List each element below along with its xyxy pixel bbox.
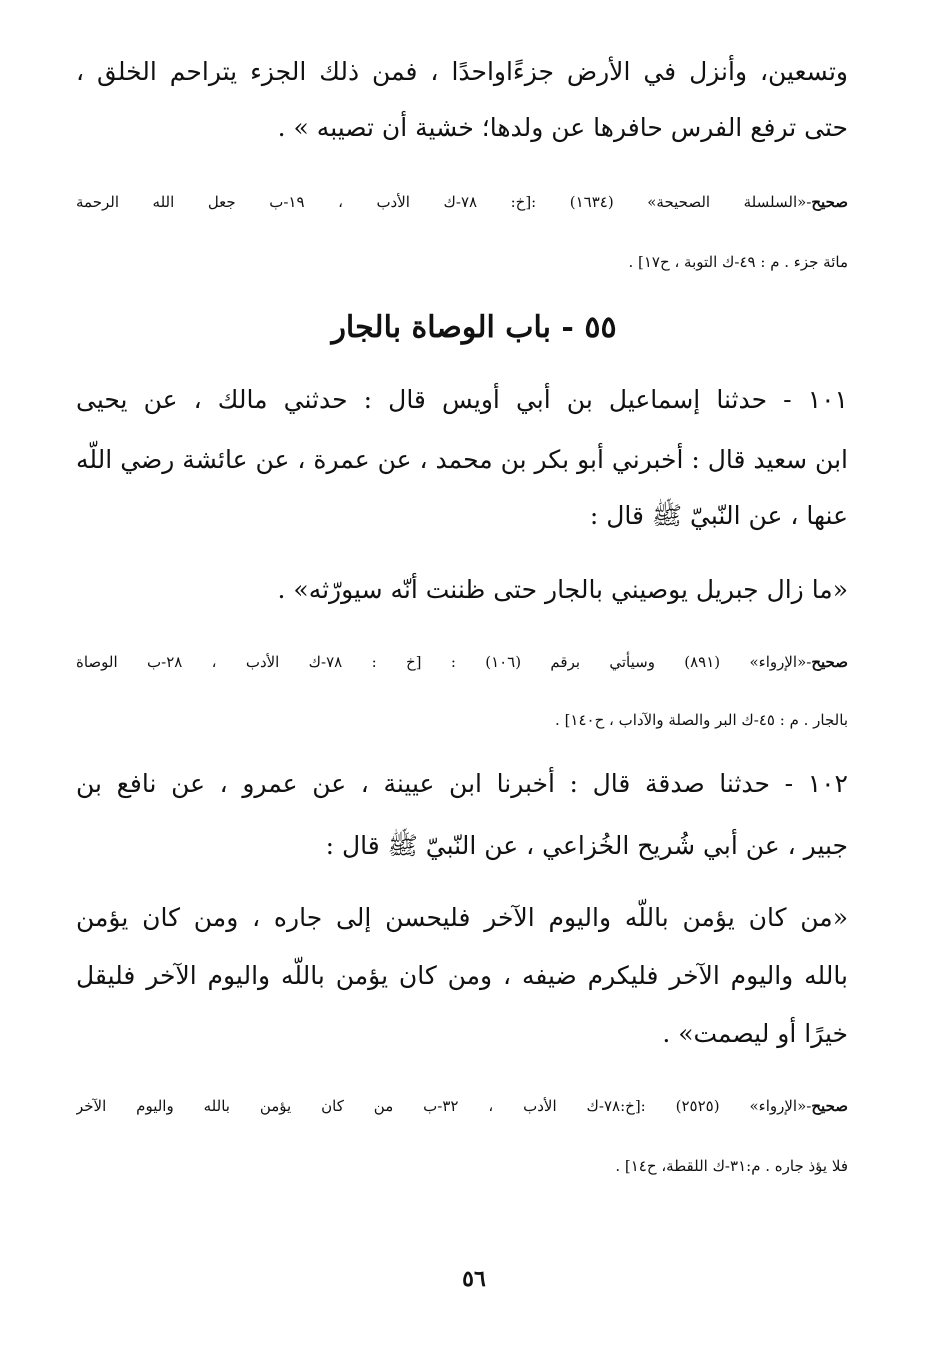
hadith-101-text-line-1: «ما زال جبريل يوصيني بالجار حتى ظننت أنّه سيورّثه» . [277, 575, 848, 604]
footnote-continuation-line-2: مائة جزء . م : ٤٩-ك التوبة ، ح١٧] . [628, 253, 848, 271]
hadith-102-isnad-line-1: ١٠٢ - حدثنا صدقة قال : أخبرنا ابن عيينة ، عن عمرو ، عن نافع بن [76, 769, 848, 798]
continuation-line-1: وتسعين، وأنزل في الأرض جزءًاواحدًا ، فمن ذلك الجزء يتراحم الخلق ، [76, 57, 848, 86]
chapter-title: ٥٥ - باب الوصاة بالجار [331, 310, 617, 345]
footnote-grade: صحيح [811, 193, 848, 211]
footnote-101-line-2: بالجار . م : ٤٥-ك البر والصلة والآداب ، ح١٤٠] . [555, 711, 848, 729]
footnote-text: -«الإرواء» (٨٩١) وسيأتي برقم (١٠٦) : [خ : ٧٨-ك الأدب ، ٢٨-ب الوصاة [76, 653, 812, 671]
footnote-text: -«الإرواء» (٢٥٢٥) :[خ:٧٨-ك الأدب ، ٣٢-ب من كان يؤمن بالله واليوم الآخر [76, 1097, 812, 1115]
footnote-text: -«السلسلة الصحيحة» (١٦٣٤) :[خ: ٧٨-ك الأدب ، ١٩-ب جعل الله الرحمة [76, 193, 812, 211]
footnote-102-line-1 [76, 1092, 848, 1120]
hadith-102-text-line-3: خيرًا أو ليصمت» . [662, 1019, 848, 1048]
footnote-101-line-1 [76, 648, 848, 676]
hadith-101-isnad-line-1: ١٠١ - حدثنا إسماعيل بن أبي أويس قال : حدثني مالك ، عن يحيى [76, 385, 848, 414]
hadith-101-isnad-line-3: عنها ، عن النّبيّ ﷺ قال : [589, 501, 848, 530]
continuation-line-2: حتى ترفع الفرس حافرها عن ولدها؛ خشية أن تصيبه » . [277, 113, 848, 142]
hadith-101-isnad-line-2: ابن سعيد قال : أخبرني أبو بكر بن محمد ، عن عمرة ، عن عائشة رضي اللّه [76, 445, 848, 474]
footnote-grade: صحيح [811, 1097, 848, 1115]
page-number: ٥٦ [462, 1266, 486, 1292]
footnote-grade: صحيح [811, 653, 848, 671]
footnote-continuation-line-1 [76, 188, 848, 216]
hadith-102-text-line-1: «من كان يؤمن باللّه واليوم الآخر فليحسن إلى جاره ، ومن كان يؤمن [76, 903, 848, 932]
footnote-102-line-2: فلا يؤذ جاره . م:٣١-ك اللقطة، ح١٤] . [615, 1157, 848, 1175]
hadith-102-text-line-2: بالله واليوم الآخر فليكرم ضيفه ، ومن كان يؤمن باللّه واليوم الآخر فليقل [76, 961, 848, 990]
hadith-102-isnad-line-2: جبير ، عن أبي شُريح الخُزاعي ، عن النّبيّ ﷺ قال : [325, 831, 848, 860]
